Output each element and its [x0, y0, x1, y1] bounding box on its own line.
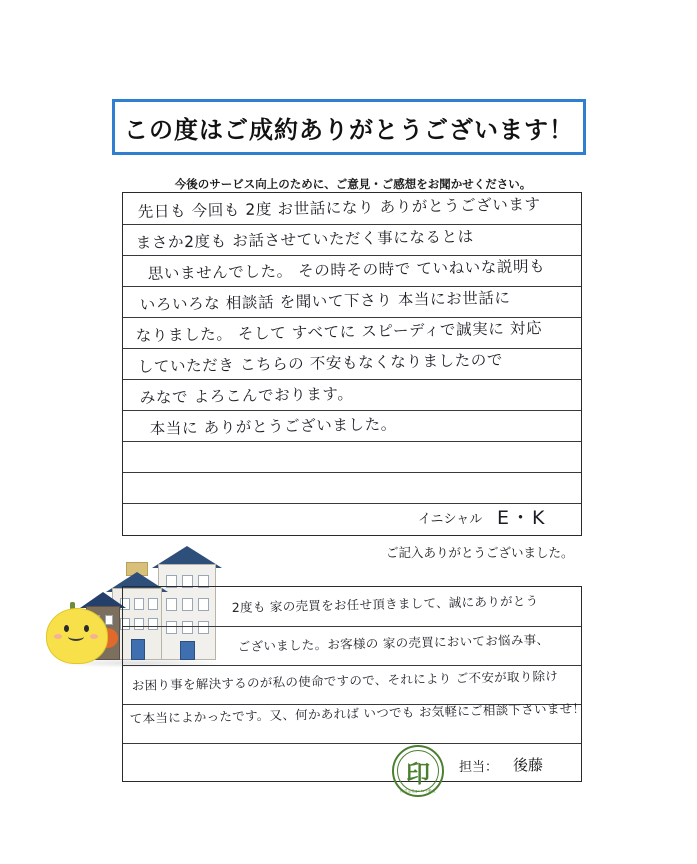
thanks-note: ご記入ありがとうございました。	[386, 546, 574, 560]
rule-line	[123, 224, 581, 225]
stamp-glyph-icon: 印	[406, 758, 430, 788]
feedback-prompt: 今後のサービス向上のために、ご意見・ご感想をお聞かせください。	[174, 179, 532, 191]
staff-label: 担当：	[459, 759, 499, 774]
customer-comment-line: 思いませんでした。 その時その時で ていねいな説明も	[147, 257, 546, 284]
mascot-eye	[64, 625, 69, 632]
customer-comment-line: なりました。 そして すべてに スピーディで誠実に 対応	[135, 319, 543, 346]
staff-comment-line: ございました。お客様の 家の売買においてお悩み事、	[237, 631, 550, 655]
header-banner	[112, 99, 586, 155]
mascot-cheek	[54, 634, 62, 639]
customer-comment-line: していただき こちらの 不安もなくなりましたので	[137, 350, 504, 377]
rule-line	[123, 379, 581, 380]
mascot-eye	[84, 625, 89, 632]
staff-comment-line: お困り事を解決するのが私の使命ですので、それにより ご不安が取り除け	[131, 668, 559, 694]
stamp-caption: 株式会社go-to不動産	[400, 789, 436, 793]
initial-label: イニシャル	[418, 512, 483, 527]
initial-value: E・K	[497, 507, 547, 529]
customer-comment-line: まさか2度も お話させていただく事になるとは	[135, 227, 474, 253]
mascot-cheek	[90, 634, 98, 639]
staff-comment-line: て本当によかったです。又、何かあれば いつでも お気軽にご相談下さいませ！	[129, 700, 586, 727]
window-icon	[105, 615, 113, 625]
banner-title: この度はご成約ありがとうございます！	[124, 116, 574, 144]
rule-line	[123, 410, 581, 411]
rule-line	[123, 286, 581, 287]
rule-line	[123, 743, 581, 744]
customer-comment-line: 本当に ありがとうございました。	[149, 415, 397, 439]
customer-comment-line: いろいろな 相談話 を聞いて下さり 本当にお世話に	[139, 288, 511, 315]
rule-line	[123, 665, 581, 666]
staff-name: 後藤	[513, 757, 544, 774]
rule-line	[123, 472, 581, 473]
customer-comment-line: みなで よろこんでおります。	[139, 384, 354, 408]
rule-line	[123, 626, 581, 627]
rule-line	[123, 441, 581, 442]
rule-line	[123, 348, 581, 349]
mascot-mouth	[68, 632, 84, 641]
staff-comment-line: 2度も 家の売買をお任せ頂きまして、誠にありがとう	[231, 593, 539, 616]
company-stamp	[392, 745, 444, 797]
customer-comment-line: 先日も 今回も 2度 お世話になり ありがとうございます	[137, 195, 541, 222]
